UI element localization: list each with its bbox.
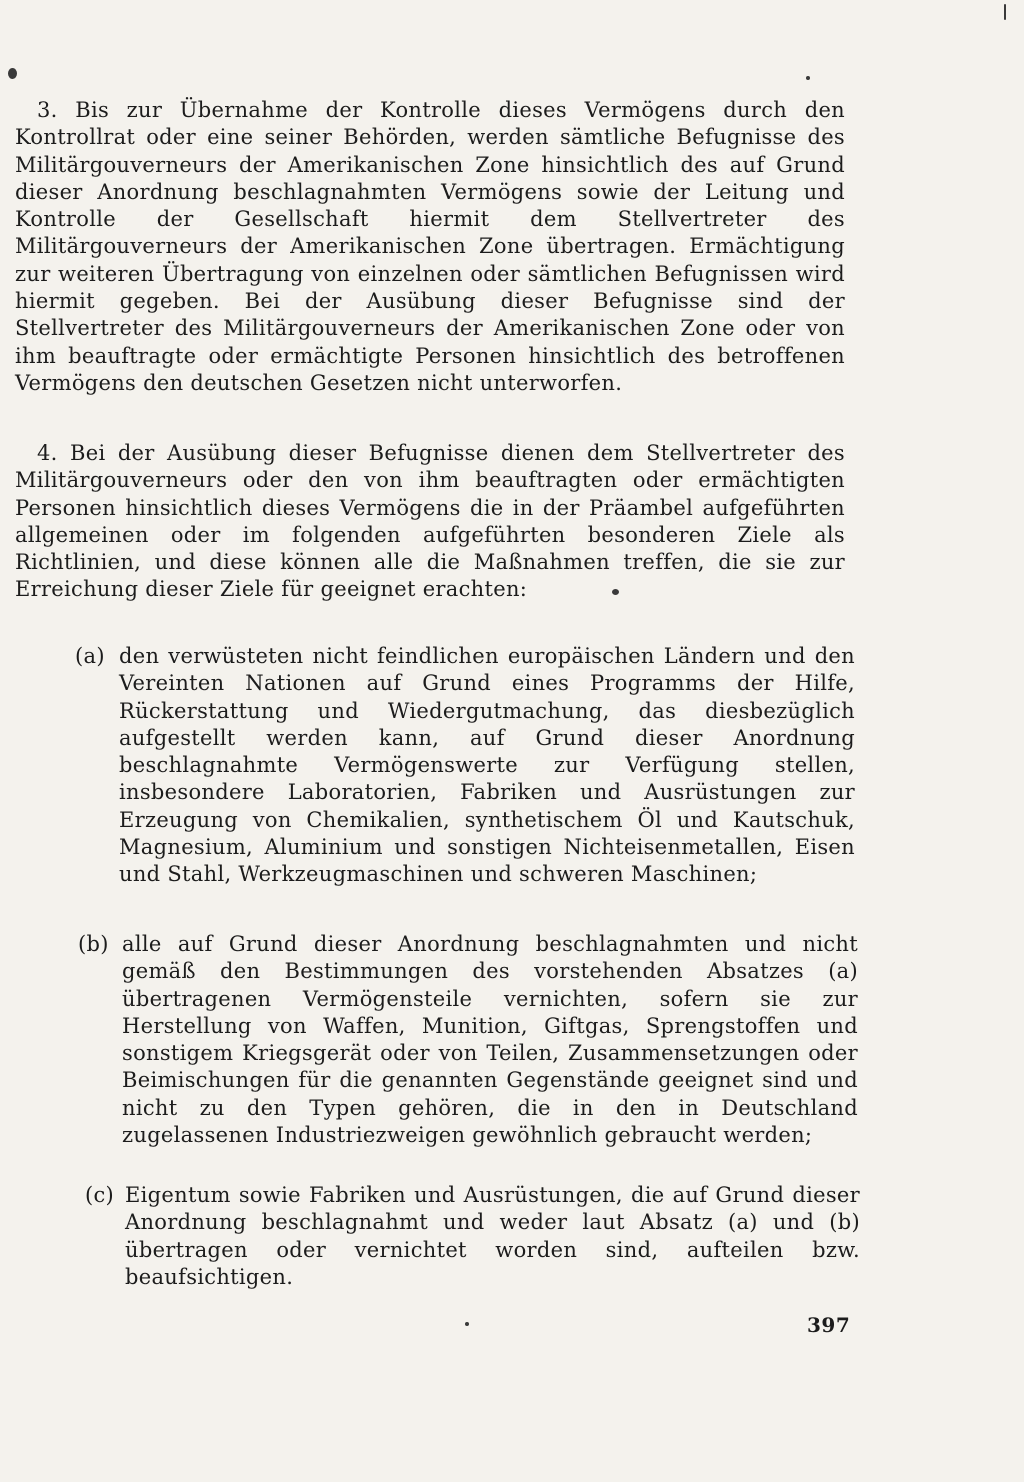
list-item-b (78, 931, 858, 1149)
list-item-c (85, 1182, 865, 1291)
paragraph-3-text: 3. Bis zur Übernahme der Kontrolle dieses Vermögens durch den Kontrollrat oder eine seiner Behörden, werden sämtliche Befugnisse des Militärgouverneurs der Amerikanischen Zone hinsichtlich des auf Grund dieser Anordnung beschlagnahmten Vermögens sowie der Leitung und Kontrolle der Gesellschaft hiermit dem Stellvertreter des Militärgouverneurs der Amerikanischen Zone übertragen. Ermächtigung zur weiteren Übertragung von einzelnen oder sämtlichen Befugnissen wird hiermit gegeben. Bei der Ausübung dieser Befugnisse sind der Stellvertreter des Militärgouverneurs der Amerikanischen Zone oder von ihm beauftragte oder ermächtigte Personen hinsichtlich des betroffenen Vermögens den deutschen Gesetzen nicht unterworfen. (15, 98, 845, 395)
list-item-a (75, 643, 855, 889)
list-item-text: den verwüsteten nicht feindlichen europäischen Ländern und den Vereinten Nationen auf Grund eines Programms der Hilfe, Rückerstattung und Wiedergutmachung, das diesbezüglich aufgestellt werden kann, auf Grund dieser Anordnung beschlagnahmte Vermögenswerte zur Verfügung stellen, insbesondere Laboratorien, Fabriken und Ausrüstungen zur Erzeugung von Chemikalien, synthetischem Öl und Kautschuk, Magnesium, Aluminium und sonstigen Nichteisenmetallen, Eisen und Stahl, Werkzeugmaschinen und schweren Maschinen; (119, 644, 855, 887)
page-number: 397 (807, 1313, 851, 1337)
scan-speck (1004, 4, 1006, 20)
list-item-text: Eigentum sowie Fabriken und Ausrüstungen, die auf Grund dieser Anordnung beschlagnahmt und weder laut Absatz (a) und (b) übertragen oder vernichtet worden sind, aufteilen bzw. beaufsichtigen. (125, 1183, 860, 1289)
list-item-label: (c) (85, 1183, 115, 1207)
scan-speck (465, 1322, 469, 1326)
paragraph-4-text: 4. Bei der Ausübung dieser Befugnisse dienen dem Stellvertreter des Militärgouverneurs oder den von ihm beauftragten oder ermächtigten Personen hinsichtlich dieses Vermögens die in der Präambel aufgeführten allgemeinen oder im folgenden aufgeführten besonderen Ziele als Richtlinien, und diese können alle die Maßnahmen treffen, die sie zur Erreichung dieser Ziele für geeignet erachten: (15, 441, 845, 602)
list-item-text: alle auf Grund dieser Anordnung beschlagnahmten und nicht gemäß den Bestimmungen des vorstehenden Absatzes (a) übertragenen Vermögensteile vernichten, sofern sie zur Herstellung von Waffen, Munition, Giftgas, Sprengstoffen und sonstigem Kriegsgerät oder von Teilen, Zusammensetzungen oder Beimischungen für die genannten Gegenstände geeignet sind und nicht zu den Typen gehören, die in den in Deutschland zugelassenen Industriezweigen gewöhnlich gebraucht werden; (122, 932, 858, 1148)
paragraph-4 (15, 440, 845, 604)
paragraph-3 (15, 97, 845, 397)
scan-speck (612, 589, 619, 595)
scan-speck (806, 76, 810, 80)
scan-speck (8, 68, 17, 79)
list-item-label: (b) (78, 932, 109, 956)
list-item-label: (a) (75, 644, 105, 668)
